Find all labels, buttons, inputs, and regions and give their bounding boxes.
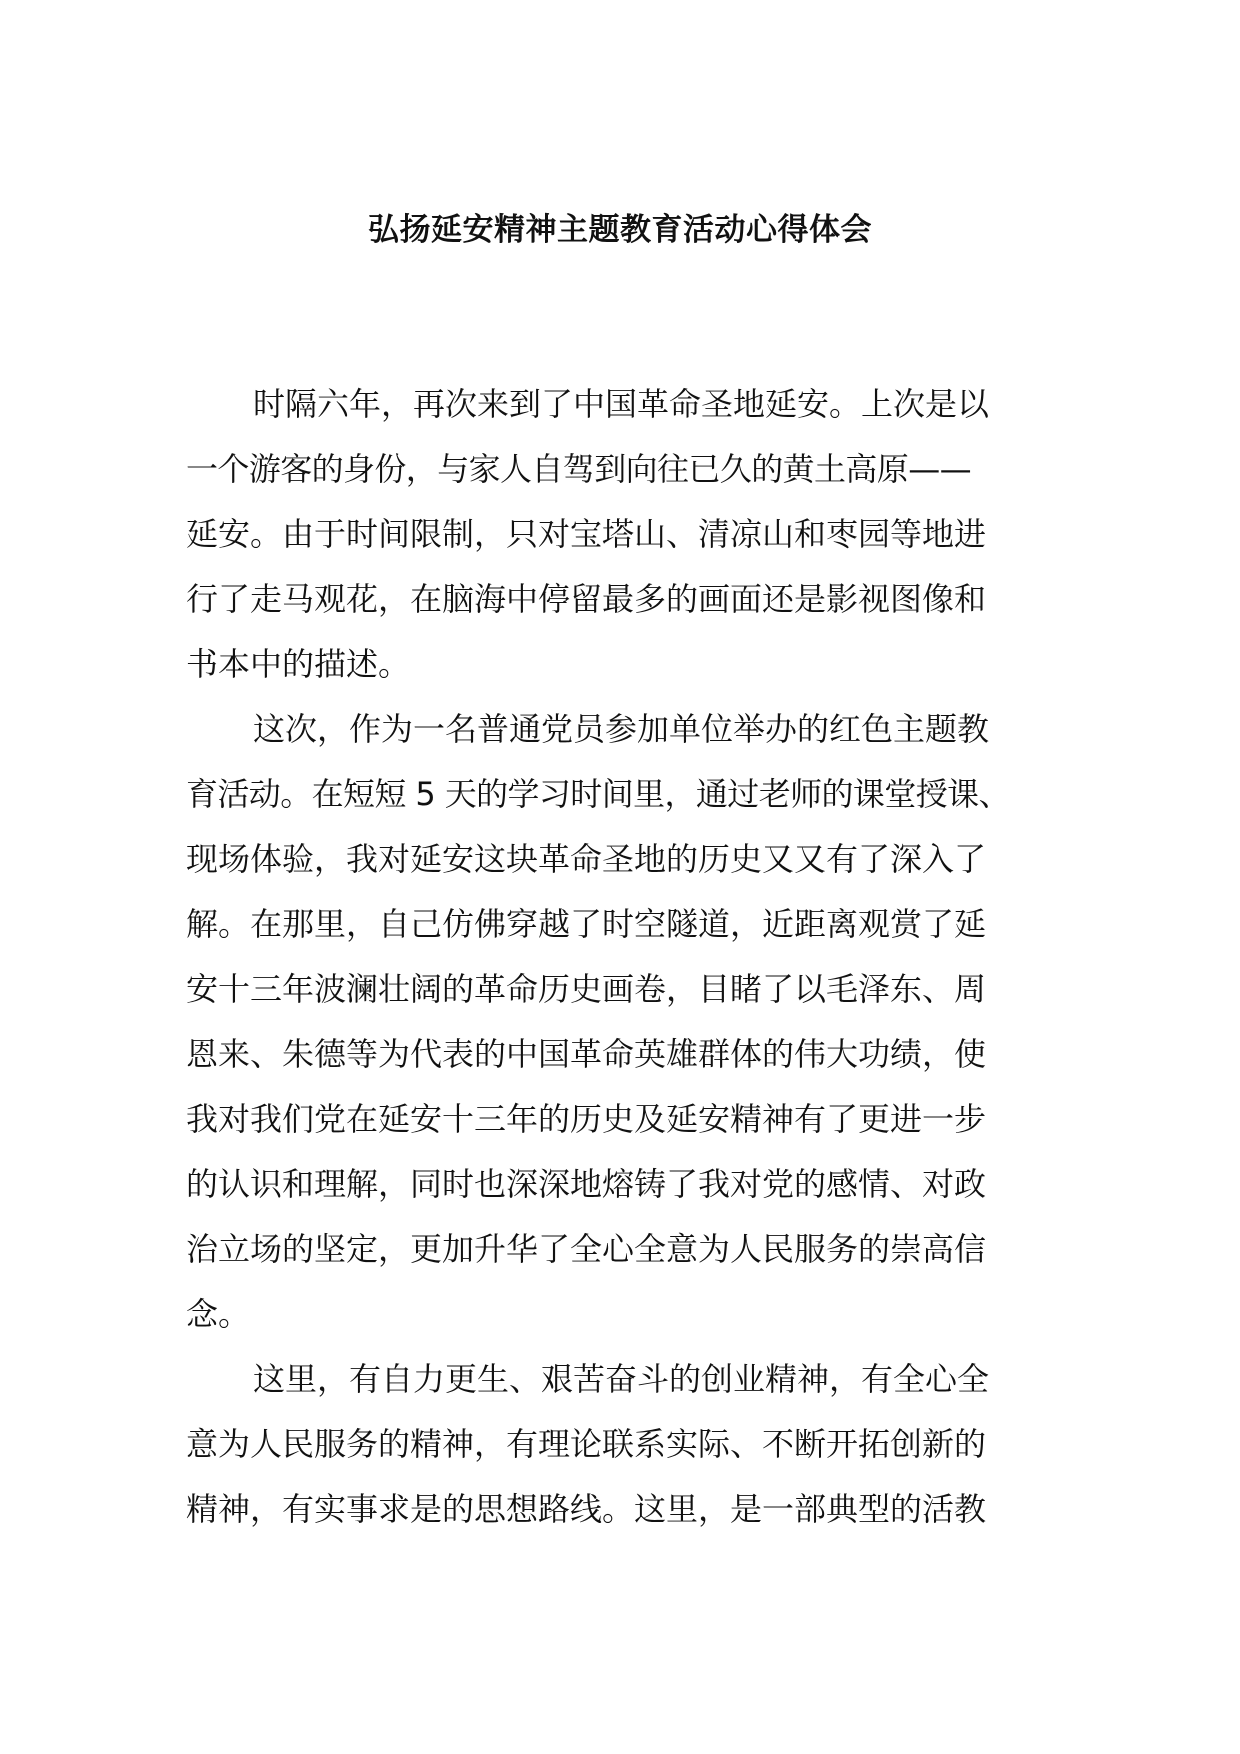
text-line: 现场体验，我对延安这块革命圣地的历史又又有了深入了 [186,840,987,878]
text-line: 念。 [186,1295,251,1333]
text-line: 精神，有实事求是的思想路线。这里，是一部典型的活教 [186,1490,987,1528]
text-line: 行了走马观花，在脑海中停留最多的画面还是影视图像和 [186,580,987,618]
document-body [186,372,1060,1542]
text-line: 恩来、朱德等为代表的中国革命英雄群体的伟大功绩，使 [186,1035,987,1073]
text-line: 解。在那里，自己仿佛穿越了时空隧道，近距离观赏了延 [186,905,987,943]
text-line: 的认识和理解，同时也深深地熔铸了我对党的感情、对政 [186,1165,987,1203]
text-line: 我对我们党在延安十三年的历史及延安精神有了更进一步 [186,1100,987,1138]
text-line: 治立场的坚定，更加升华了全心全意为人民服务的崇高信 [186,1230,987,1268]
text-line: 书本中的描述。 [186,645,411,683]
text-line: 意为人民服务的精神，有理论联系实际、不断开拓创新的 [186,1425,987,1463]
text-line: 育活动。在短短 5 天的学习时间里，通过老师的课堂授课、 [186,775,1010,813]
text-line: 安十三年波澜壮阔的革命历史画卷，目睹了以毛泽东、周 [186,970,987,1008]
paragraph-3 [186,1347,1060,1542]
text-line: 这里，有自力更生、艰苦奋斗的创业精神，有全心全 [253,1360,990,1398]
text-line: 这次，作为一名普通党员参加单位举办的红色主题教 [253,710,990,748]
text-line: 一个游客的身份，与家人自驾到向往已久的黄土高原—— [186,450,972,488]
text-line: 延安。由于时间限制，只对宝塔山、清凉山和枣园等地进 [186,515,987,553]
document-title: 弘扬延安精神主题教育活动心得体会 [368,212,872,248]
text-line: 时隔六年，再次来到了中国革命圣地延安。上次是以 [253,385,990,423]
paragraph-1 [186,372,1060,697]
paragraph-2 [186,697,1060,1347]
